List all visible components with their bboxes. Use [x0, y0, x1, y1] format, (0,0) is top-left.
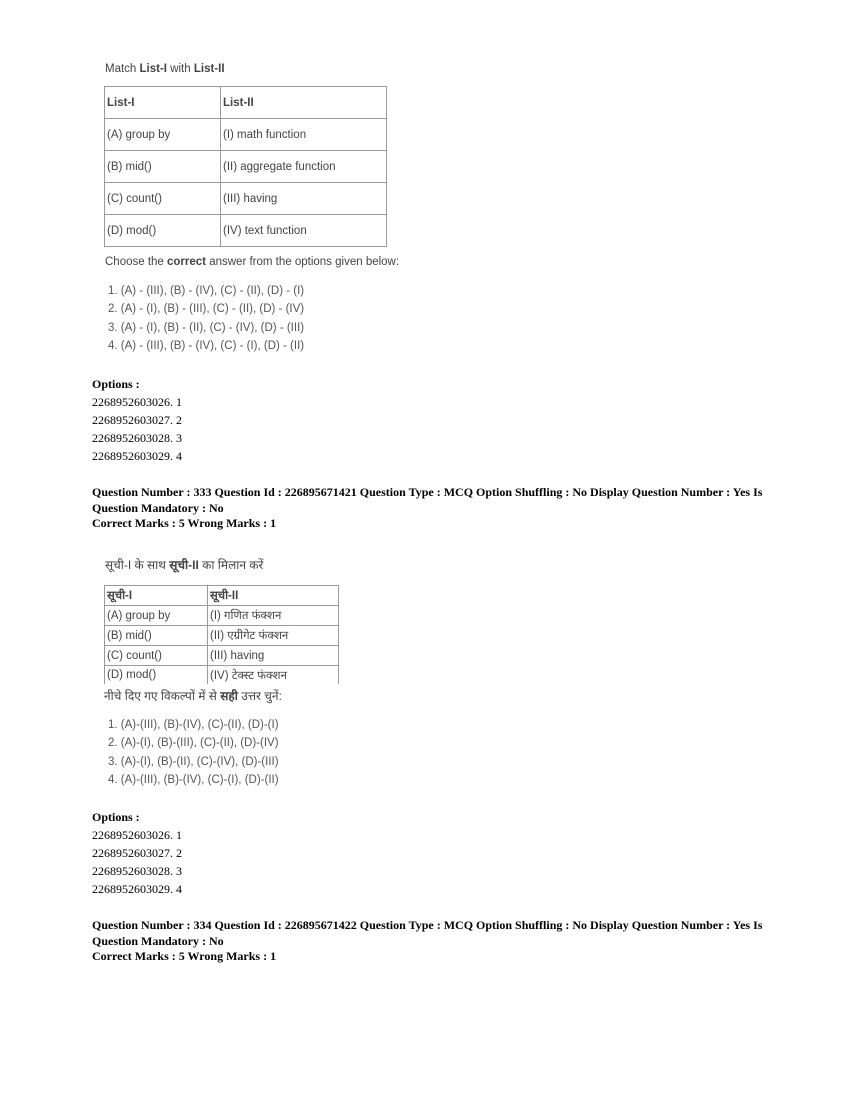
table-row: [105, 151, 387, 183]
q2-answer-list: [108, 716, 279, 789]
table-header-row: [105, 87, 387, 119]
table-row: [105, 666, 339, 685]
table-row: [105, 646, 339, 666]
q2-match-table: [104, 585, 339, 684]
table-cell: (A) group by: [105, 606, 208, 626]
answer-item: 3. (A)-(I), (B)-(II), (C)-(IV), (D)-(III): [108, 755, 279, 768]
answer-item: 1. (A) - (III), (B) - (IV), (C) - (II), (D) - (I): [108, 285, 305, 297]
options-label: Options :: [92, 810, 140, 824]
q2-header: [92, 485, 772, 532]
option-item: 2268952603028. 3: [92, 431, 182, 445]
q1-answer-list: [108, 282, 304, 355]
answer-item: 2. (A) - (I), (B) - (III), (C) - (II), (D) - (IV): [108, 303, 305, 316]
table-cell: (IV) टेक्स्ट फंक्शन: [208, 666, 339, 685]
table-cell: (III) having: [208, 646, 339, 666]
answer-item: 4. (A)-(III), (B)-(IV), (C)-(I), (D)-(II): [108, 773, 279, 786]
table-cell: (B) mid(): [105, 626, 208, 646]
question-marks: Correct Marks : 5 Wrong Marks : 1: [92, 516, 277, 530]
question-meta-line: Question Mandatory : No: [92, 933, 224, 948]
table-header-row: [105, 586, 339, 606]
table-cell: (IV) text function: [221, 215, 387, 247]
option-item: 2268952603027. 2: [92, 413, 182, 427]
q2-options: [92, 808, 182, 898]
table-header-cell: सूची-I: [105, 586, 208, 606]
q2-choose-text: नीचे दिए गए विकल्पों में से सही उत्तर चुनें:: [104, 689, 282, 703]
option-item: 2268952603029. 4: [92, 449, 182, 463]
option-item: 2268952603029. 4: [92, 882, 182, 896]
answer-item: 2. (A)-(I), (B)-(III), (C)-(II), (D)-(IV): [108, 737, 279, 750]
table-row: [105, 183, 387, 215]
question-meta-line: Question Number : 333 Question Id : 226895671421 Question Type : MCQ Option Shuffling : No Display Question Number : Yes Is: [92, 485, 763, 499]
table-cell: (B) mid(): [105, 151, 221, 183]
table-cell: (C) count(): [105, 183, 221, 215]
option-item: 2268952603026. 1: [92, 395, 182, 409]
table-row: [105, 119, 387, 151]
table-cell: (I) math function: [221, 119, 387, 151]
table-header-cell: List-II: [221, 87, 387, 119]
q2-instruction: सूची-I के साथ सूची-II का मिलान करें: [105, 558, 264, 572]
answer-item: 3. (A) - (I), (B) - (II), (C) - (IV), (D) - (III): [108, 321, 305, 334]
option-item: 2268952603028. 3: [92, 864, 182, 878]
answer-item: 1. (A)-(III), (B)-(IV), (C)-(II), (D)-(I): [108, 719, 279, 731]
q1-choose-text: Choose the correct answer from the options given below:: [105, 256, 400, 268]
table-cell: (A) group by: [105, 119, 221, 151]
table-row: [105, 626, 339, 646]
option-item: 2268952603027. 2: [92, 846, 182, 860]
question-marks: Correct Marks : 5 Wrong Marks : 1: [92, 949, 277, 963]
table-header-cell: List-I: [105, 87, 221, 119]
table-cell: (II) aggregate function: [221, 151, 387, 183]
table-cell: (II) एग्रीगेट फंक्शन: [208, 626, 339, 646]
q1-instruction: Match List-I with List-II: [105, 63, 225, 75]
table-cell: (D) mod(): [105, 215, 221, 247]
table-header-cell: सूची-II: [208, 586, 339, 606]
question-meta-line: Question Mandatory : No: [92, 500, 224, 515]
question-meta-line: Question Number : 334 Question Id : 226895671422 Question Type : MCQ Option Shuffling : No Display Question Number : Yes Is: [92, 918, 763, 932]
table-cell: (D) mod(): [105, 666, 208, 685]
q3-header: [92, 918, 772, 965]
table-cell: (C) count(): [105, 646, 208, 666]
table-row: [105, 215, 387, 247]
table-cell: (III) having: [221, 183, 387, 215]
option-item: 2268952603026. 1: [92, 828, 182, 842]
table-row: [105, 606, 339, 626]
answer-item: 4. (A) - (III), (B) - (IV), (C) - (I), (D) - (II): [108, 339, 305, 352]
options-label: Options :: [92, 377, 140, 391]
q1-match-table: [104, 86, 387, 247]
table-cell: (I) गणित फंक्शन: [208, 606, 339, 626]
q1-options: [92, 375, 182, 465]
